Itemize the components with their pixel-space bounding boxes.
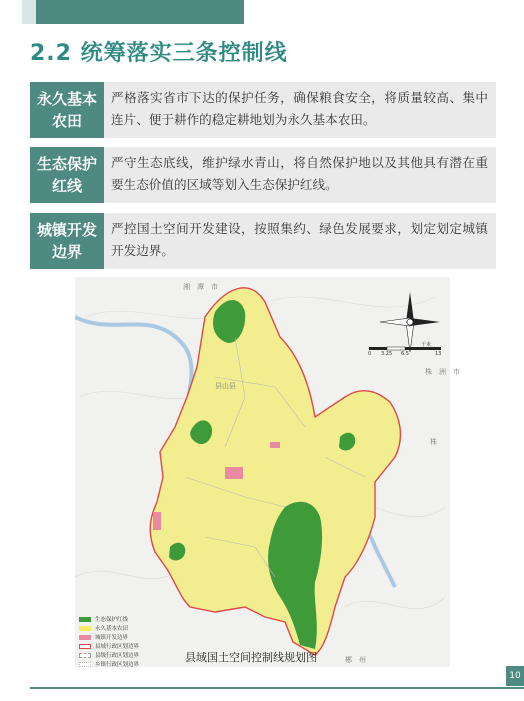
legend-label: 县级行政区划边界 (95, 653, 140, 659)
legend-label: 永久基本农田 (95, 626, 129, 632)
row-description: 严控国土空间开发建设，按照集约、绿色发展要求，划定划定城镇开发边界。 (104, 213, 496, 269)
legend-swatch (79, 635, 91, 640)
row-description: 严守生态底线，维护绿水青山，将自然保护地以及其他具有潜在重要生态价值的区域等划入生态保护红线。 (104, 147, 496, 203)
place-label-county: 县山县 (215, 382, 236, 390)
legend-label: 生态保护红线 (95, 617, 129, 623)
legend-swatch (79, 662, 91, 667)
row-description: 严格落实省市下达的保护任务，确保粮食安全，将质量较高、集中连片、便于耕作的稳定耕地划为永久基本农田。 (104, 82, 496, 138)
page-number: 10 (506, 666, 524, 686)
bottom-rule (30, 687, 524, 689)
place-label-xiangtan: 湘 潭 市 (183, 283, 218, 291)
scale-label-13: 13 (435, 351, 442, 357)
place-label-zhu: 株 (430, 438, 437, 446)
legend-item (79, 642, 139, 650)
control-line-row-farmland (30, 82, 496, 138)
legend-swatch (79, 644, 91, 649)
legend-item (79, 633, 139, 641)
legend-item (79, 651, 139, 659)
legend-item (79, 624, 139, 632)
map-legend (79, 615, 139, 669)
row-label: 生态保护红线 (30, 147, 104, 203)
row-label: 永久基本农田 (30, 82, 104, 138)
place-label-zhuzhou: 株 洲 市 (425, 368, 460, 376)
legend-item (79, 615, 139, 623)
map-caption: 县域国土空间控制线规划图 (185, 651, 317, 664)
control-line-row-ecology (30, 147, 496, 203)
legend-swatch (79, 617, 91, 622)
legend-label: 县域行政区划边界 (95, 644, 140, 650)
scale-label-3: 3.25 (381, 351, 393, 357)
planning-map (75, 277, 460, 668)
top-accent-bar (22, 0, 244, 24)
scale-unit: 千米 (421, 342, 432, 348)
scale-label-6: 6.5 (401, 351, 409, 357)
section-title: 2.2 统筹落实三条控制线 (30, 41, 288, 66)
legend-label: 乡镇行政区划边界 (95, 662, 140, 668)
row-label: 城镇开发边界 (30, 213, 104, 269)
map-graphic (75, 277, 450, 667)
legend-swatch (79, 653, 91, 658)
legend-label: 城镇开发边界 (95, 635, 129, 641)
scale-label-0: 0 (368, 351, 372, 357)
control-line-row-urban (30, 213, 496, 269)
legend-item (79, 660, 139, 668)
legend-swatch (79, 626, 91, 631)
top-accent-tick (22, 0, 36, 24)
place-label-chenzhou: 郴 州 (345, 656, 366, 664)
